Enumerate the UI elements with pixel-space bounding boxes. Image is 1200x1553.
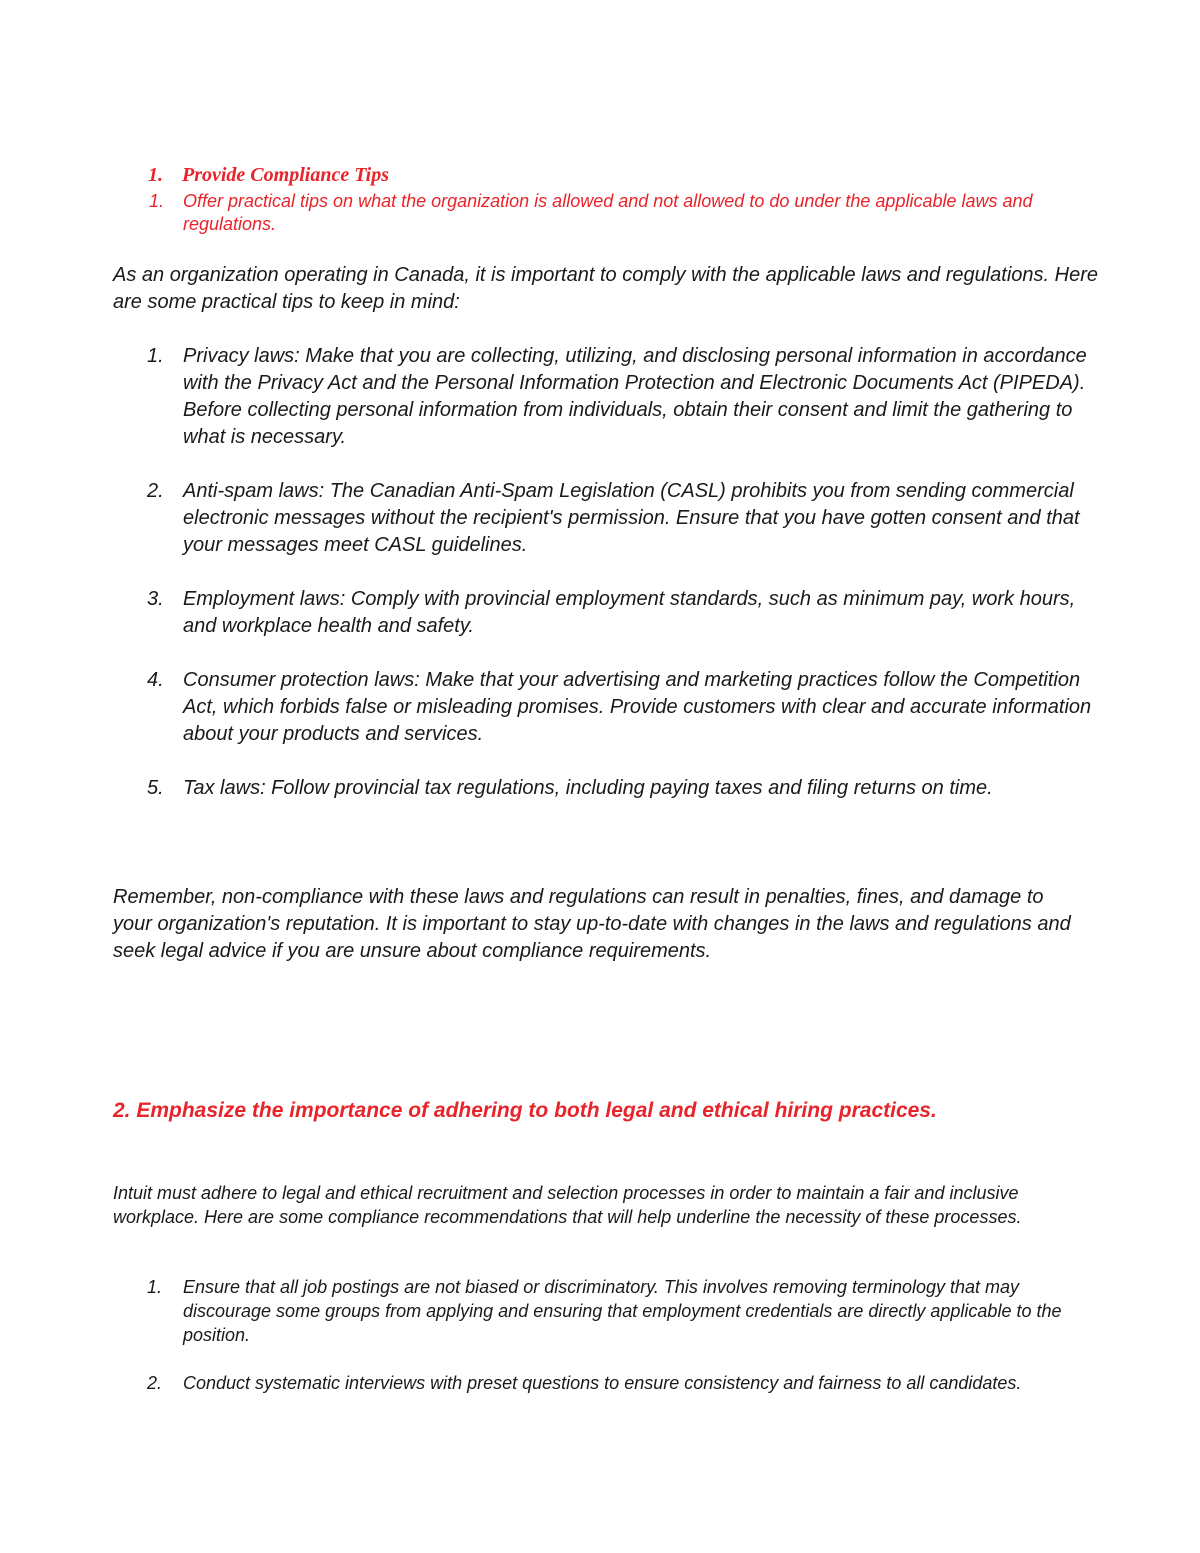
- list-item: [147, 343, 1093, 451]
- list-item-text: Ensure that all job postings are not biased or discriminatory. This involves removing terminology that may discourage some groups from applying and ensuring that employment credentials are directly applicable to the position.: [183, 1277, 1062, 1345]
- list-item-number: 1.: [147, 1277, 163, 1297]
- list-item-text: Anti-spam laws: The Canadian Anti-Spam Legislation (CASL) prohibits you from sending commercial electronic messages without the recipient's permission. Ensure that you have gotten consent and that your messages meet CASL guidelines.: [183, 480, 1080, 556]
- list-item: [147, 667, 1093, 748]
- section-1-subitem-number: 1.: [149, 191, 165, 211]
- list-item: [147, 775, 1093, 802]
- section-2-heading: 2. Emphasize the importance of adhering to both legal and ethical hiring practices.: [113, 1099, 937, 1122]
- list-item-text: Tax laws: Follow provincial tax regulations, including paying taxes and filing returns on time.: [183, 777, 993, 799]
- list-item: [147, 586, 1093, 640]
- list-item-text: Privacy laws: Make that you are collecting, utilizing, and disclosing personal information in accordance with the Privacy Act and the Personal Information Protection and Electronic Documents Act (PIPEDA). Before collecting personal information from individuals, obtain their consent and limit the gathering to what is necessary.: [183, 345, 1087, 448]
- list-item-number: 3.: [147, 588, 164, 610]
- reminder-paragraph: Remember, non-compliance with these laws and regulations can result in penalties, fines, and damage to your organization's reputation. It is important to stay up-to-date with changes in the laws and regulations and seek legal advice if you are unsure about compliance requirements.: [113, 886, 1071, 962]
- list-item-text: Employment laws: Comply with provincial employment standards, such as minimum pay, work hours, and workplace health and safety.: [183, 588, 1076, 637]
- section-2-intro: Intuit must adhere to legal and ethical recruitment and selection processes in order to maintain a fair and inclusive workplace. Here are some compliance recommendations that will help underline the necessity of these processes.: [113, 1183, 1022, 1227]
- list-item-number: 1.: [147, 345, 164, 367]
- list-item-text: Consumer protection laws: Make that your advertising and marketing practices follow the Competition Act, which forbids false or misleading promises. Provide customers with clear and accurate information about your products and services.: [183, 669, 1092, 745]
- list-item-text: Conduct systematic interviews with preset questions to ensure consistency and fairness to all candidates.: [183, 1373, 1022, 1393]
- section-1-subitem: [149, 190, 1033, 236]
- section-1-title: Provide Compliance Tips: [182, 164, 390, 186]
- list-item: [147, 1371, 1073, 1395]
- list-item: [147, 478, 1093, 559]
- section-1-subitem-text: Offer practical tips on what the organization is allowed and not allowed to do under the applicable laws and regulations.: [183, 191, 1033, 234]
- list-item-number: 2.: [147, 480, 164, 502]
- list-item: [147, 1275, 1073, 1347]
- section-1-heading: [148, 164, 389, 187]
- section-1-number: 1.: [148, 164, 163, 186]
- intro-paragraph: As an organization operating in Canada, it is important to comply with the applicable laws and regulations. Here are some practical tips to keep in mind:: [113, 264, 1098, 313]
- list-item-number: 5.: [147, 777, 164, 799]
- list-item-number: 4.: [147, 669, 164, 691]
- list-item-number: 2.: [147, 1373, 163, 1393]
